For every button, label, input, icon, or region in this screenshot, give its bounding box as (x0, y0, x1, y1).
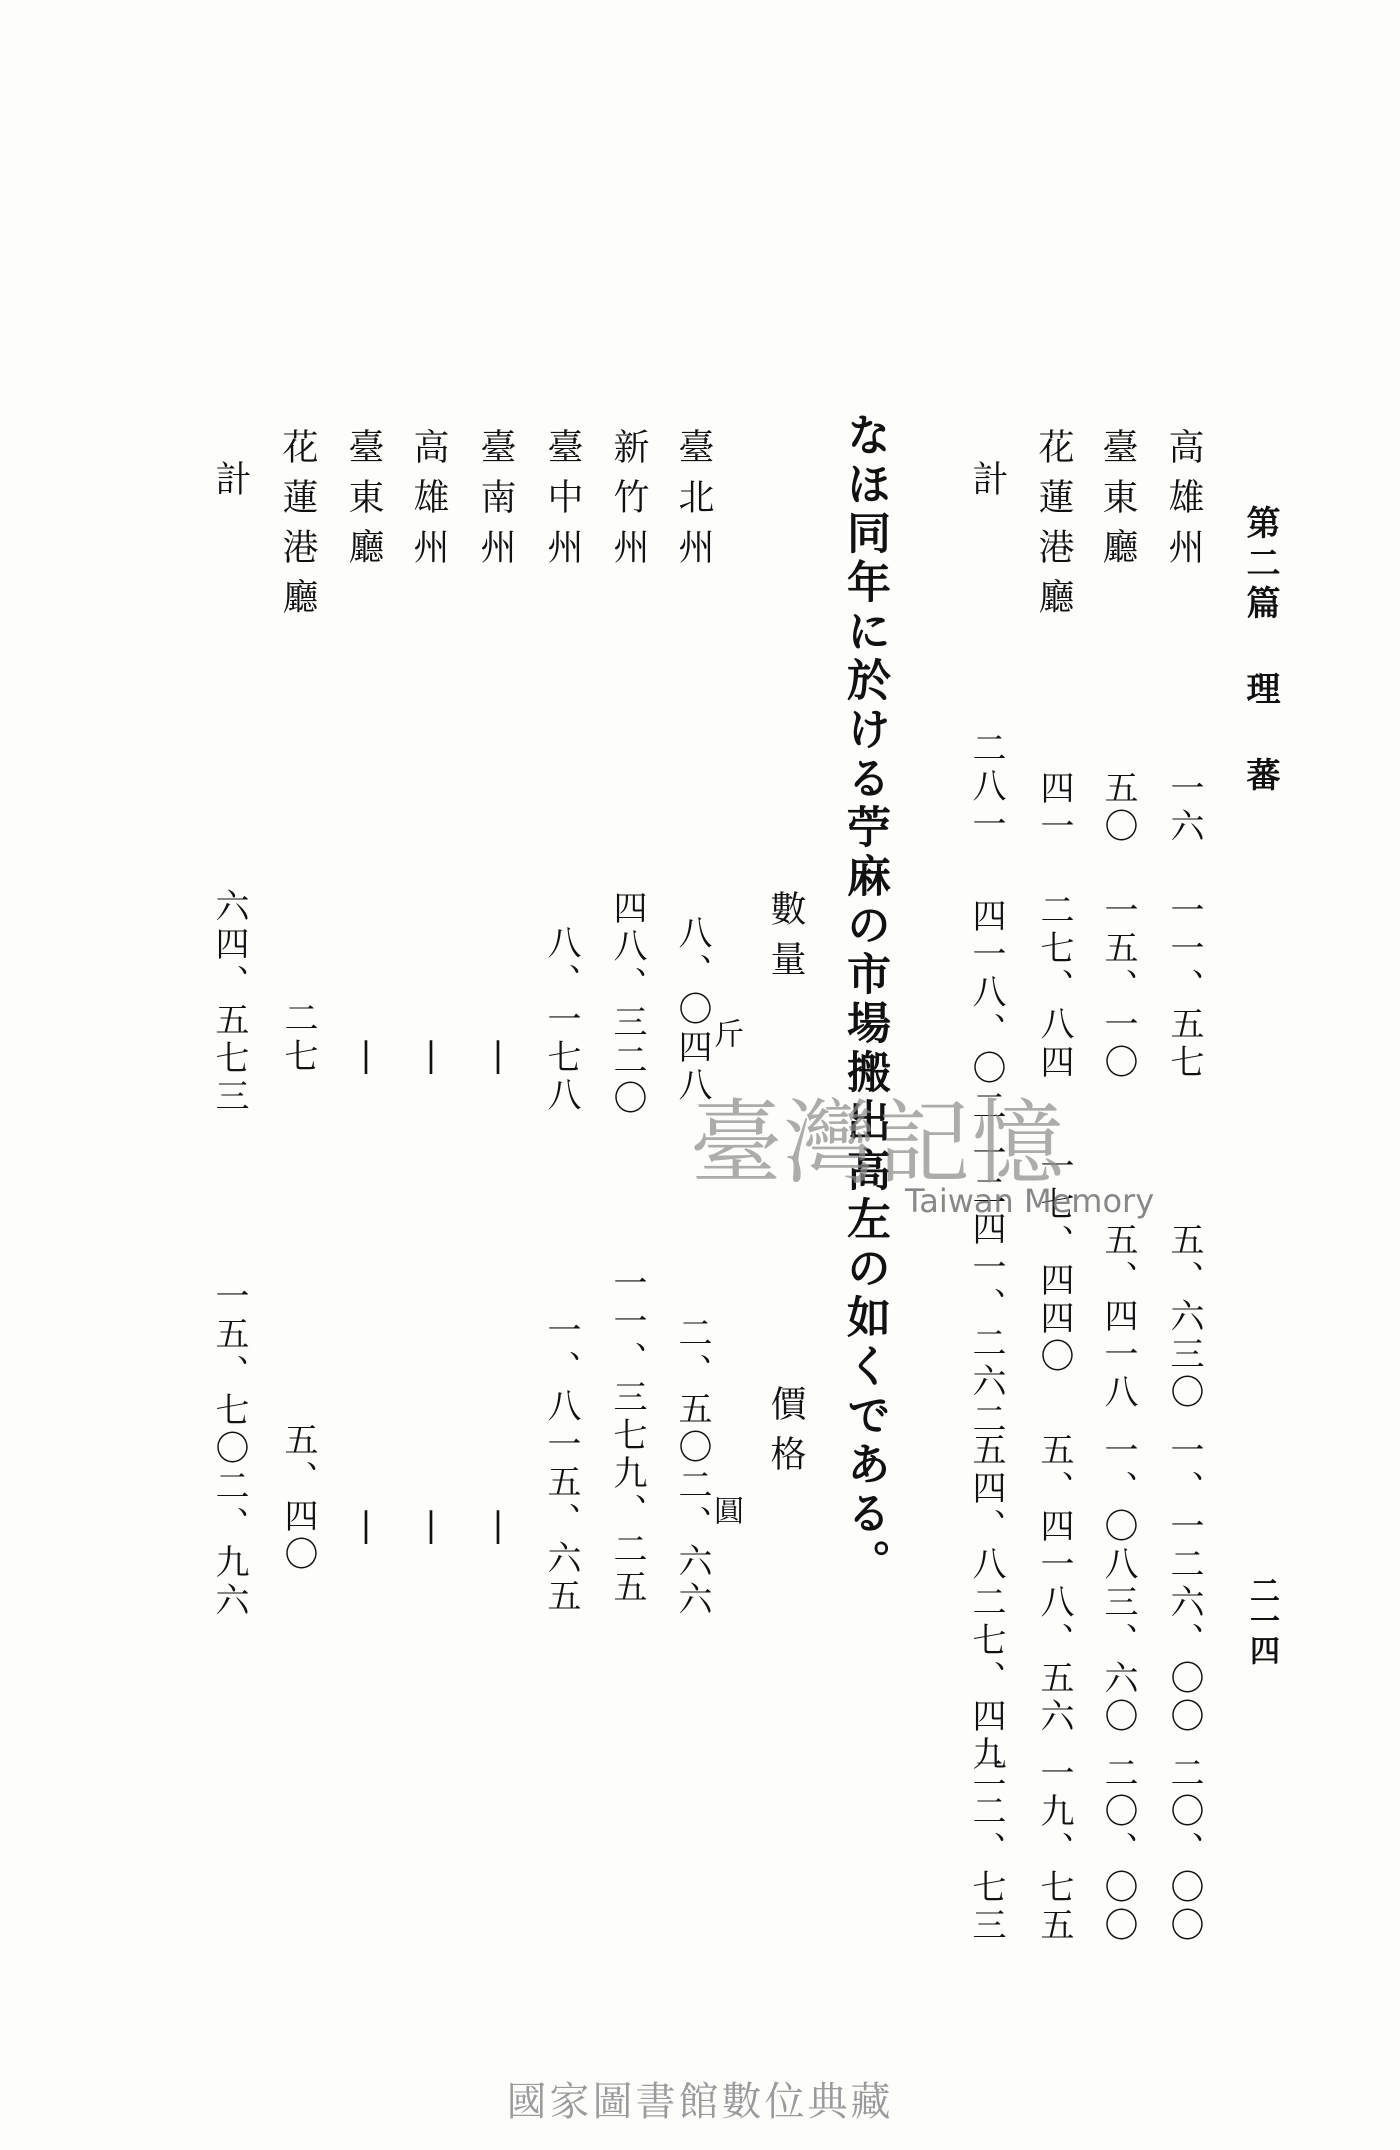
table2-price: 二、五〇二、六六 (672, 1315, 712, 1619)
watermark-chinese: 臺灣記憶 (690, 1090, 1067, 1197)
table1-cell: 一、〇八三、六〇 (1098, 1432, 1138, 1736)
table1-cell: 五四、八二七、四九 (966, 1432, 1006, 1774)
page-number: 二一四 (1244, 1575, 1279, 1665)
table2-price: | (411, 1505, 451, 1549)
table2-row-name: 臺北州 (673, 428, 714, 578)
table1-cell: 二七、八四 (1034, 892, 1074, 1082)
table1-cell: 二八一 (966, 730, 1006, 844)
watermark-english: Taiwan Memory (905, 1182, 1155, 1220)
table2-price: 一、八一五、六五 (541, 1312, 581, 1616)
table2-unit-kin: 斤 (708, 1018, 743, 1058)
table2-quantity: 八、一七八 (541, 925, 581, 1115)
table2-price: 一一、三七九、二五 (607, 1265, 647, 1607)
table1-cell: 五〇 (1098, 770, 1138, 846)
table2-price: 五、四〇 (278, 1422, 318, 1574)
table1-cell: 一一、五七 (1164, 892, 1204, 1082)
watermark (690, 1070, 1160, 1220)
table2-quantity: | (478, 1035, 518, 1079)
footer-credit: 國家圖書館數位典藏 (506, 2079, 894, 2125)
running-head-section: 第二篇 理 蕃 (1240, 505, 1280, 797)
table1-cell: 二二、七三 (966, 1755, 1006, 1945)
body-sentence: なほ同年に於ける苧麻の市場搬出高左の如くである。 (839, 412, 890, 1588)
table2-header-price: 價格 (765, 1385, 806, 1485)
table1-cell: 一、一二六、〇〇 (1164, 1432, 1204, 1736)
table2-price: | (478, 1505, 518, 1549)
table1-row-name: 花蓮港廳 (1033, 428, 1074, 628)
table2-quantity: 二七 (278, 1000, 318, 1076)
table1-cell: 五、四一八、五六 (1034, 1432, 1074, 1736)
table1-cell: 一六 (1164, 770, 1204, 846)
table1-cell: 五、六三〇 (1164, 1222, 1204, 1412)
table2-row-name: 臺中州 (542, 428, 583, 578)
table1-row-name: 高雄州 (1163, 428, 1204, 578)
table2-quantity: | (411, 1035, 451, 1079)
table2-price: 一五、七〇二、九六 (209, 1278, 249, 1620)
table2-price: | (346, 1505, 386, 1549)
table1-cell: 一七、四四〇 (1034, 1148, 1074, 1376)
table2-row-name: 新竹州 (608, 428, 649, 578)
table1-cell: 五、四一八 (1098, 1222, 1138, 1412)
table1-cell: 二〇、〇〇 (1098, 1755, 1138, 1945)
table1-cell: 一二四一、二六二 (966, 1135, 1006, 1439)
table1-row-name: 計 (967, 460, 1008, 510)
table1-cell: 一五、一〇 (1098, 892, 1138, 1082)
table2-row-name: 高雄州 (408, 428, 449, 578)
table1-cell: 二〇、〇〇 (1164, 1755, 1204, 1945)
table2-row-name: 計 (210, 460, 251, 510)
table2-quantity: | (346, 1035, 386, 1079)
table2-unit-yen: 圓 (708, 1495, 743, 1535)
table1-cell: 一九、七五 (1034, 1755, 1074, 1945)
table2-row-name: 臺東廳 (343, 428, 384, 578)
table2-row-name: 花蓮港廳 (277, 428, 318, 628)
table2-quantity: 六四、五七三 (209, 888, 249, 1116)
table2-quantity: 四八、三二〇 (607, 890, 647, 1118)
table2-header-quantity: 數量 (765, 890, 806, 990)
table2-row-name: 臺南州 (475, 428, 516, 578)
table1-cell: 四一 (1034, 770, 1074, 846)
table2-quantity: 八、〇四八 (672, 915, 712, 1105)
table1-cell: 四一八、〇二 (966, 898, 1006, 1126)
table1-row-name: 臺東廳 (1097, 428, 1138, 578)
